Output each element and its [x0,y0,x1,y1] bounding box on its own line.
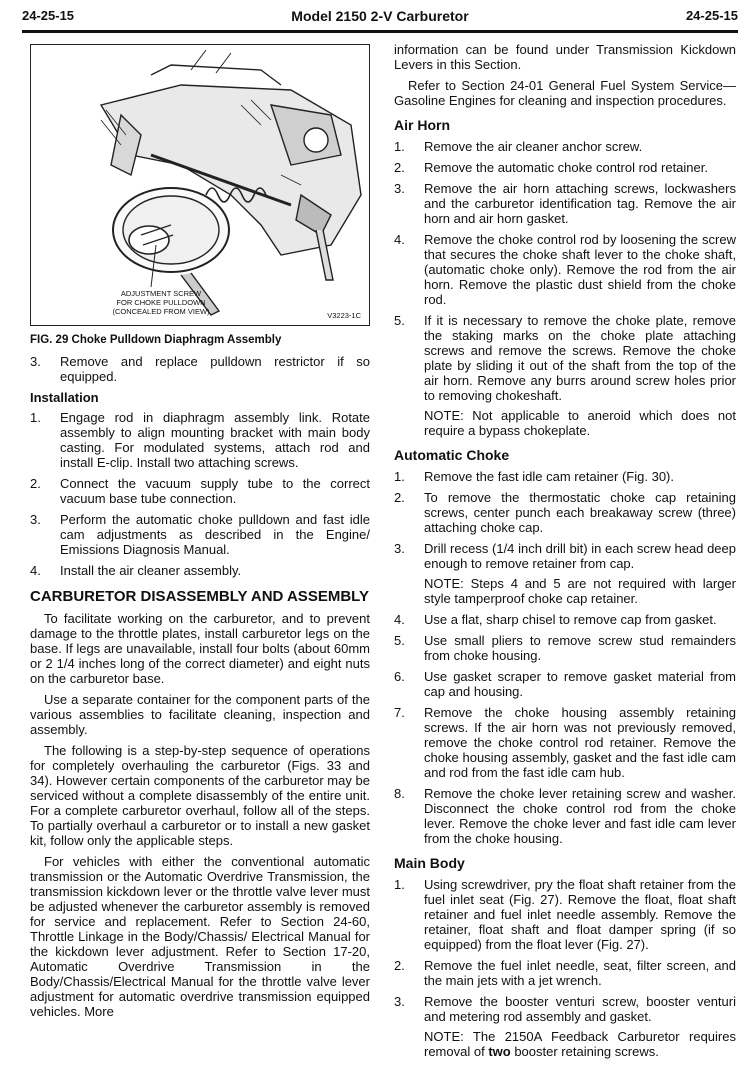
paragraph: To facilitate working on the carburetor, and to prevent damage to the throttle plates, install carburetor legs on the base. If legs are unavailable, install four bolts (about 60mm or 2 1/4 inches long of the correct diameter) and eight nuts on the carburetor base. [30,611,370,686]
air-horn-heading: Air Horn [394,117,450,133]
figure-callout [91,289,231,316]
list-item: 3. Drill recess (1/4 inch drill bit) in each screw head deep enough to remove retainer from cap. NOTE: Steps 4 and 5 are not required with larger style tamperproof choke cap retainer. [394,541,736,606]
list-item: 3. Remove and replace pulldown restrictor if so equipped. [30,354,370,384]
automatic-choke-heading: Automatic Choke [394,447,510,463]
main-body-list [394,877,736,1059]
list-item: 2. To remove the thermostatic choke cap retaining screws, center punch each breakaway screw (three) attaching choke cap. [394,490,736,535]
figure-code: V3223-1C [327,311,361,320]
list-item: 8. Remove the choke lever retaining screw and washer. Disconnect the choke control rod from the choke lever. Remove the choke lever and fast idle cam lever from the choke housing. [394,786,736,846]
figure-29 [30,44,370,326]
note: NOTE: The 2150A Feedback Carburetor requires removal of two booster retaining screws. [424,1029,736,1059]
page-title: Model 2150 2-V Carburetor [291,8,469,24]
removal-list-continued [30,354,370,384]
callout-line-2: FOR CHOKE PULLDOWN [116,298,206,307]
list-item: 1. Engage rod in diaphragm assembly link. Rotate assembly to align mounting bracket with main body casting. For modulated systems, attach rod and install E-clip. Install two attaching screws. [30,410,370,470]
list-item: 4. Install the air cleaner assembly. [30,563,242,578]
list-item: 7. Remove the choke housing assembly retaining screws. If the air horn was not previously removed, remove the choke control rod retainer. Remove the choke housing assembly, gasket and the fast idle cam and rod from the fast idle cam hub. [394,705,736,780]
list-item: 1. Using screwdriver, pry the float shaft retainer from the fuel inlet seat (Fig. 27). Remove the float, float shaft retainer and fuel inlet needle assembly. Remove the retainer, float shaft and float damper spring (if so equipped) from the float lever (Fig. 27). [394,877,736,952]
list-item: 5. Use small pliers to remove screw stud remainders from choke housing. [394,633,736,663]
paragraph: The following is a step-by-step sequence of operations for completely overhauling the carburetor (Figs. 33 and 34). However certain components of the carburetor may be serviced without a complete disassembly of the entire unit. For a complete carburetor overhaul, follow all of the steps. To partially overhaul a carburetor or to install a new gasket kit, follow only the applicable steps. [30,743,370,848]
running-header [22,8,738,24]
automatic-choke-list [394,469,736,846]
list-item: 2. Remove the automatic choke control rod retainer. [394,160,708,175]
paragraph: For vehicles with either the conventional automatic transmission or the Automatic Overdrive Transmission, the transmission kickdown lever or the throttle valve lever must be adjusted whenever the carburetor assembly is removed for service and replacement. Refer to Section 24-60, Throttle Linkage in the Body/Chassis/ Electrical Manual for the kickdown lever adjustment. Refer to Section 17-20, Automatic Overdrive Transmission in the Body/Chassis/Electrical Manual for the throttle valve lever adjustment for automatic overdrive transmission equipped vehicles. More [30,854,370,1019]
main-body-heading: Main Body [394,855,465,871]
installation-list [30,410,370,578]
choke-diaphragm-illustration [31,45,369,325]
list-item: 4. Use a flat, sharp chisel to remove cap from gasket. [394,612,717,627]
callout-line-1: ADJUSTMENT SCREW [120,289,202,298]
left-column [30,40,370,1025]
air-horn-list [394,139,736,438]
list-item: 2. Remove the fuel inlet needle, seat, filter screen, and the main jets with a jet wrench. [394,958,736,988]
figure-caption: FIG. 29 Choke Pulldown Diaphragm Assembly [30,334,282,346]
section-heading: CARBURETOR DISASSEMBLY AND ASSEMBLY [30,588,369,605]
header-rule [22,30,738,33]
list-item: 1. Remove the fast idle cam retainer (Fig. 30). [394,469,674,484]
note: NOTE: Not applicable to aneroid which does not require a bypass chokeplate. [424,408,736,438]
page-number-right: 24-25-15 [685,8,738,23]
list-item: 3. Perform the automatic choke pulldown and fast idle cam adjustments as described in the Engine/ Emissions Diagnosis Manual. [30,512,370,557]
callout-line-3: (CONCEALED FROM VIEW) [112,307,210,316]
note: NOTE: Steps 4 and 5 are not required with larger style tamperproof choke cap retainer. [424,576,736,606]
paragraph: Use a separate container for the component parts of the various assemblies to facilitate cleaning, inspection and assembly. [30,692,370,737]
list-item: 6. Use gasket scraper to remove gasket material from cap and housing. [394,669,736,699]
list-item: 2. Connect the vacuum supply tube to the correct vacuum base tube connection. [30,476,370,506]
list-item: 1. Remove the air cleaner anchor screw. [394,139,643,154]
list-item: 3. Remove the booster venturi screw, booster venturi and metering rod assembly and gasket. NOTE: The 2150A Feedback Carburetor requires removal of two booster retaining screws. [394,994,736,1059]
list-item: 3. Remove the air horn attaching screws, lockwashers and the carburetor identification tag. Remove the air horn and air horn gasket. [394,181,736,226]
paragraph: information can be found under Transmission Kickdown Levers in this Section. [394,42,736,72]
page-number-left: 24-25-15 [22,8,75,23]
list-item: 4. Remove the choke control rod by loosening the screw that secures the choke shaft lever to the choke shaft, (automatic choke only). Remove the rod from the air horn. Remove the plastic dust shield from the choke rod. [394,232,736,307]
right-column [394,42,736,1065]
installation-heading: Installation [30,390,99,405]
list-item: 5. If it is necessary to remove the choke plate, remove the staking marks on the choke plate attaching screws and remove the screws. Remove the choke plate by sliding it out of the shaft from the top of the air horn. Remove any burrs around screw holes prior to removing chokeshaft. NOTE: Not applicable to aneroid which does not require a bypass chokeplate. [394,313,736,438]
paragraph: Refer to Section 24-01 General Fuel System Service—Gasoline Engines for cleaning and inspection procedures. [394,78,736,108]
